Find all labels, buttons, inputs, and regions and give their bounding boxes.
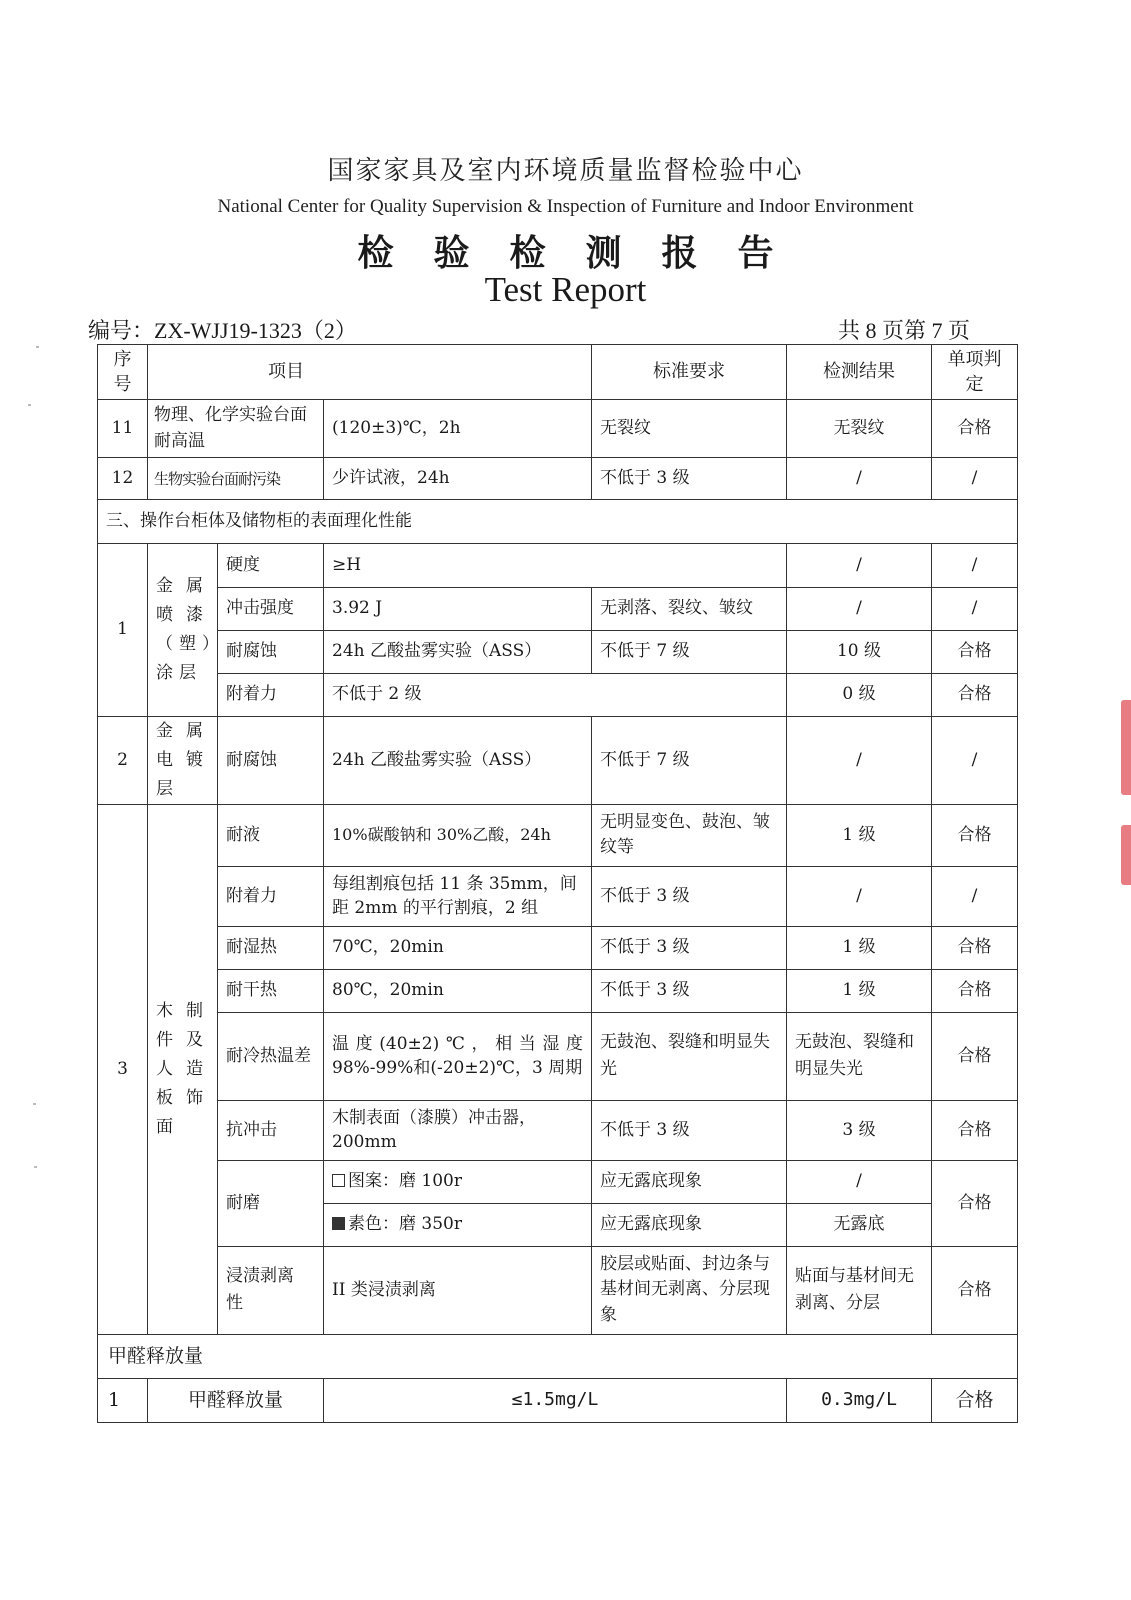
row-item: 物理、化学实验台面耐高温 [148, 400, 324, 458]
page-info: 共 8 页第 7 页 [838, 318, 971, 343]
row-result: 0 级 [787, 674, 932, 717]
table-row [98, 866, 1018, 926]
row-verdict: 合格 [932, 1160, 1018, 1246]
row-no: 12 [98, 458, 148, 500]
row-verdict: 合格 [932, 400, 1018, 458]
row-result: 10 级 [787, 631, 932, 674]
section-row [98, 500, 1018, 544]
row-requirement: 不低于 3 级 [592, 1100, 787, 1160]
row-verdict: 合格 [932, 1378, 1018, 1422]
row-verdict: 合格 [932, 969, 1018, 1012]
table-row [98, 458, 1018, 500]
row-condition: 80℃，20min [324, 969, 592, 1012]
row-verdict: / [932, 458, 1018, 500]
group-name: 金属喷漆（塑）涂层 [148, 544, 218, 717]
row-condition: 每组割痕包括 11 条 35mm，间距 2mm 的平行割痕，2 组 [324, 866, 592, 926]
seal-fragment [1121, 825, 1131, 885]
row-requirement: 不低于 3 级 [592, 866, 787, 926]
row-result: / [787, 717, 932, 805]
row-verdict: / [932, 588, 1018, 631]
table-row [98, 1246, 1018, 1334]
wear-condition-text: 图案：磨 100r [348, 1171, 462, 1192]
org-name-en: National Center for Quality Supervision & Inspection of Furniture and Indoor Environment [217, 196, 914, 217]
group-no: 1 [98, 544, 148, 717]
header-requirement: 标准要求 [592, 345, 787, 400]
row-result: 1 级 [787, 969, 932, 1012]
section-title: 甲醛释放量 [98, 1334, 1018, 1378]
row-requirement: 不低于 3 级 [592, 969, 787, 1012]
row-item: 附着力 [218, 866, 324, 926]
group-no: 3 [98, 804, 148, 1334]
row-item: 硬度 [218, 544, 324, 588]
report-title-en: Test Report [484, 270, 647, 309]
section-title: 三、操作台柜体及储物柜的表面理化性能 [98, 500, 1018, 544]
wear-condition-text: 素色：磨 350r [348, 1214, 462, 1235]
group-no: 2 [98, 717, 148, 805]
row-item: 耐湿热 [218, 926, 324, 969]
scan-speck [28, 404, 31, 406]
group-name: 木制件及人造板饰面 [148, 804, 218, 1334]
row-condition: 少许试液，24h [324, 458, 592, 500]
scan-speck [36, 346, 39, 348]
table-row [98, 1012, 1018, 1100]
header-item: 项目 [148, 345, 592, 400]
table-row [98, 1160, 1018, 1203]
row-item: 生物实验台面耐污染 [148, 458, 324, 500]
section-row [98, 1334, 1018, 1378]
row-verdict: 合格 [932, 1100, 1018, 1160]
row-requirement: 不低于 7 级 [592, 631, 787, 674]
row-condition: 不低于 2 级 [324, 674, 787, 717]
unchecked-box-icon [332, 1174, 345, 1187]
report-title-cn: 检验检测报告 [357, 232, 814, 274]
row-no: 11 [98, 400, 148, 458]
row-condition [324, 1203, 592, 1246]
scan-speck [33, 1103, 36, 1105]
row-requirement: 无裂纹 [592, 400, 787, 458]
row-item: 耐冷热温差 [218, 1012, 324, 1100]
row-verdict: 合格 [932, 631, 1018, 674]
row-verdict: / [932, 866, 1018, 926]
table-row [98, 1378, 1018, 1422]
row-requirement: 无明显变色、鼓泡、皱纹等 [592, 804, 787, 866]
row-item: 甲醛释放量 [148, 1378, 324, 1422]
test-results-table [97, 344, 1018, 1423]
group-name: 金属电镀层 [148, 717, 218, 805]
table-row [98, 717, 1018, 805]
header-result: 检测结果 [787, 345, 932, 400]
row-verdict: / [932, 544, 1018, 588]
row-requirement: 无剥落、裂纹、皱纹 [592, 588, 787, 631]
row-result: 0.3mg/L [787, 1378, 932, 1422]
row-condition: 24h 乙酸盐雾实验（ASS） [324, 717, 592, 805]
row-condition [324, 1160, 592, 1203]
row-condition: 木制表面（漆膜）冲击器，200mm [324, 1100, 592, 1160]
table-row [98, 631, 1018, 674]
row-verdict: 合格 [932, 674, 1018, 717]
row-result: / [787, 544, 932, 588]
row-result: / [787, 866, 932, 926]
row-result: 贴面与基材间无剥离、分层 [787, 1246, 932, 1334]
row-requirement: 无鼓泡、裂缝和明显失光 [592, 1012, 787, 1100]
table-row [98, 804, 1018, 866]
scan-speck [34, 1166, 37, 1168]
row-result: 无露底 [787, 1203, 932, 1246]
table-row [98, 926, 1018, 969]
table-row [98, 588, 1018, 631]
row-item: 耐磨 [218, 1160, 324, 1246]
row-requirement: ≤1.5mg/L [324, 1378, 787, 1422]
row-verdict: 合格 [932, 926, 1018, 969]
row-condition: (120±3)℃，2h [324, 400, 592, 458]
row-requirement: 应无露底现象 [592, 1203, 787, 1246]
row-condition: 24h 乙酸盐雾实验（ASS） [324, 631, 592, 674]
row-requirement: 胶层或贴面、封边条与基材间无剥离、分层现象 [592, 1246, 787, 1334]
row-item: 耐干热 [218, 969, 324, 1012]
table-row [98, 544, 1018, 588]
row-item: 耐腐蚀 [218, 631, 324, 674]
seal-fragment [1121, 700, 1131, 795]
row-verdict: 合格 [932, 1246, 1018, 1334]
row-item: 抗冲击 [218, 1100, 324, 1160]
row-verdict: / [932, 717, 1018, 805]
row-condition: 3.92 J [324, 588, 592, 631]
table-row [98, 674, 1018, 717]
row-condition: 10%碳酸钠和 30%乙酸，24h [324, 804, 592, 866]
row-result: 无鼓泡、裂缝和明显失光 [787, 1012, 932, 1100]
row-no: 1 [98, 1378, 148, 1422]
row-requirement: 应无露底现象 [592, 1160, 787, 1203]
row-condition: 温度(40±2)℃，相当湿度 98%-99%和(-20±2)℃，3 周期 [324, 1012, 592, 1100]
row-item: 冲击强度 [218, 588, 324, 631]
row-requirement: 不低于 7 级 [592, 717, 787, 805]
row-result: / [787, 1160, 932, 1203]
row-condition: 70℃，20min [324, 926, 592, 969]
table-row [98, 400, 1018, 458]
row-item: 附着力 [218, 674, 324, 717]
row-result: 1 级 [787, 926, 932, 969]
row-requirement: 不低于 3 级 [592, 926, 787, 969]
header-verdict: 单项判定 [932, 345, 1018, 400]
report-number: 编号：ZX-WJJ19-1323（2） [88, 318, 357, 343]
org-name-cn: 国家家具及室内环境质量监督检验中心 [327, 156, 804, 186]
row-result: 无裂纹 [787, 400, 932, 458]
row-requirement: 不低于 3 级 [592, 458, 787, 500]
row-verdict: 合格 [932, 1012, 1018, 1100]
row-condition: ≥H [324, 544, 787, 588]
header-no: 序号 [98, 345, 148, 400]
row-verdict: 合格 [932, 804, 1018, 866]
row-item: 耐腐蚀 [218, 717, 324, 805]
table-header-row [98, 345, 1018, 400]
table-row [98, 969, 1018, 1012]
row-result: / [787, 588, 932, 631]
row-condition: II 类浸渍剥离 [324, 1246, 592, 1334]
row-result: / [787, 458, 932, 500]
row-item: 浸渍剥离性 [218, 1246, 324, 1334]
row-result: 1 级 [787, 804, 932, 866]
checked-box-icon [332, 1217, 345, 1230]
row-item: 耐液 [218, 804, 324, 866]
row-result: 3 级 [787, 1100, 932, 1160]
table-row [98, 1100, 1018, 1160]
